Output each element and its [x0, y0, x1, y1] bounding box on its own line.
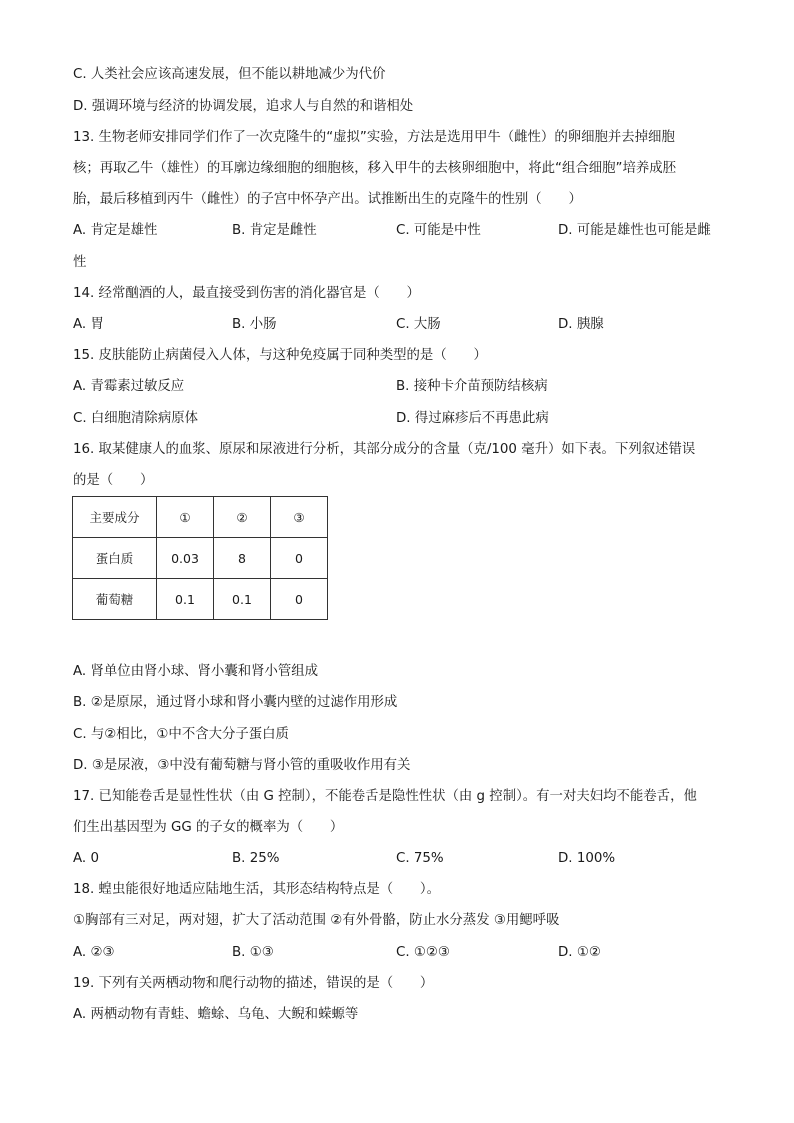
q16-option-d: D. ③是尿液，③中没有葡萄糖与肾小管的重吸收作用有关 [73, 758, 411, 773]
q19-stem: 19. 下列有关两栖动物和爬行动物的描述，错误的是（ ） [73, 976, 434, 991]
table-header-cell: ③ [271, 497, 328, 538]
table-header-cell: ① [157, 497, 214, 538]
q16-option-a: A. 肾单位由肾小球、肾小囊和肾小管组成 [73, 664, 319, 679]
q18-option-c: C. ①②③ [396, 945, 450, 960]
q18-option-d: D. ①② [558, 945, 601, 960]
q13-stem-line-3: 胎，最后移植到丙牛（雌性）的子宫中怀孕产出。试推断出生的克隆牛的性别（ ） [73, 192, 582, 207]
q13-option-a: A. 肯定是雄性 [73, 223, 158, 238]
table-row [73, 579, 328, 620]
q13-option-b: B. 肯定是雌性 [232, 223, 317, 238]
q15-option-a: A. 青霉素过敏反应 [73, 379, 185, 394]
q18-stem: 18. 蝗虫能很好地适应陆地生活，其形态结构特点是（ ）。 [73, 882, 441, 897]
table-header-cell: 主要成分 [73, 497, 157, 538]
q17-option-a: A. 0 [73, 851, 99, 866]
table-cell: 0 [271, 538, 328, 579]
q13-option-d: D. 可能是雄性也可能是雌 [558, 223, 711, 238]
q18-statements: ①胸部有三对足，两对翅，扩大了活动范围 ②有外骨骼，防止水分蒸发 ③用鳃呼吸 [73, 913, 560, 928]
q15-option-b: B. 接种卡介苗预防结核病 [396, 379, 548, 394]
q13-option-c: C. 可能是中性 [396, 223, 481, 238]
table-cell: 0.1 [157, 579, 214, 620]
q17-stem-line-2: 们生出基因型为 GG 的子女的概率为（ ） [73, 820, 344, 835]
table-header-row [73, 497, 328, 538]
table-header-cell: ② [214, 497, 271, 538]
q17-option-c: C. 75% [396, 851, 444, 866]
q12-option-c: C. 人类社会应该高速发展，但不能以耕地减少为代价 [73, 67, 386, 82]
composition-table [72, 496, 328, 620]
q14-option-d: D. 胰腺 [558, 317, 604, 332]
table-cell: 蛋白质 [73, 538, 157, 579]
q14-option-b: B. 小肠 [232, 317, 277, 332]
table-cell: 0.1 [214, 579, 271, 620]
q13-stem-line-1: 13. 生物老师安排同学们作了一次克隆牛的“虚拟”实验，方法是选用甲牛（雌性）的卵细胞并去掉细胞 [73, 130, 675, 145]
q14-stem: 14. 经常酗酒的人，最直接受到伤害的消化器官是（ ） [73, 286, 420, 301]
q18-option-a: A. ②③ [73, 945, 115, 960]
table-cell: 8 [214, 538, 271, 579]
table-cell: 0 [271, 579, 328, 620]
q13-stem-line-2: 核；再取乙牛（雄性）的耳廓边缘细胞的细胞核，移入甲牛的去核卵细胞中，将此“组合细胞”培养成胚 [73, 161, 677, 176]
q17-option-d: D. 100% [558, 851, 616, 866]
q15-option-d: D. 得过麻疹后不再患此病 [396, 411, 549, 426]
q16-stem-line-2: 的是（ ） [73, 473, 154, 488]
q14-option-c: C. 大肠 [396, 317, 441, 332]
q19-option-a: A. 两栖动物有青蛙、蟾蜍、乌龟、大鲵和蝾螈等 [73, 1007, 359, 1022]
q12-option-d: D. 强调环境与经济的协调发展，追求人与自然的和谐相处 [73, 99, 414, 114]
q15-option-c: C. 白细胞清除病原体 [73, 411, 198, 426]
q16-stem-line-1: 16. 取某健康人的血浆、原尿和尿液进行分析，其部分成分的含量（克/100 毫升）如下表。下列叙述错误 [73, 442, 696, 457]
q17-option-b: B. 25% [232, 851, 280, 866]
q16-option-c: C. 与②相比，①中不含大分子蛋白质 [73, 727, 289, 742]
q14-option-a: A. 胃 [73, 317, 104, 332]
table-cell: 葡萄糖 [73, 579, 157, 620]
q17-stem-line-1: 17. 已知能卷舌是显性性状（由 G 控制），不能卷舌是隐性性状（由 g 控制）。有一对夫妇均不能卷舌，他 [73, 789, 697, 804]
q15-stem: 15. 皮肤能防止病菌侵入人体，与这种免疫属于同种类型的是（ ） [73, 348, 487, 363]
table-cell: 0.03 [157, 538, 214, 579]
q18-option-b: B. ①③ [232, 945, 274, 960]
table-row [73, 538, 328, 579]
q13-option-d-continued: 性 [73, 255, 87, 270]
q16-option-b: B. ②是原尿，通过肾小球和肾小囊内壁的过滤作用形成 [73, 695, 398, 710]
